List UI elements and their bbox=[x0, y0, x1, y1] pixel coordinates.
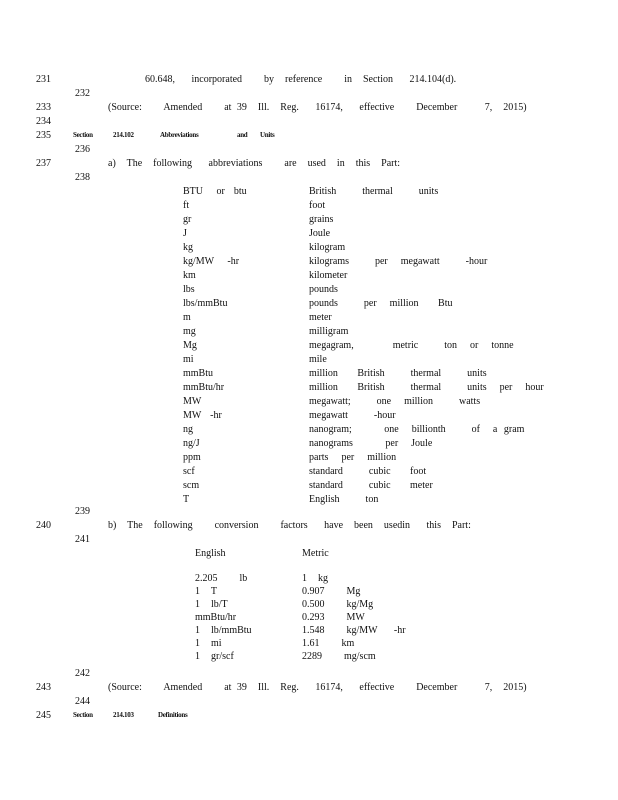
line-number: 231 bbox=[36, 74, 51, 85]
abbreviation-definition: million British thermal units bbox=[309, 368, 487, 379]
line-number: 232 bbox=[75, 88, 90, 99]
conversion-english: 1 lb/T bbox=[195, 599, 228, 610]
line-number: 234 bbox=[36, 116, 51, 127]
abbreviation-term: ppm bbox=[183, 452, 201, 463]
abbreviation-term: MW -hr bbox=[183, 410, 222, 421]
line-number: 238 bbox=[75, 172, 90, 183]
abbreviation-term: scm bbox=[183, 480, 200, 491]
abbreviation-term: BTU or btu bbox=[183, 186, 247, 197]
abbreviation-term: scf bbox=[183, 466, 195, 477]
line-number: 237 bbox=[36, 158, 51, 169]
abbreviation-definition: Joule bbox=[309, 228, 331, 239]
section-number: 214.103 bbox=[113, 711, 134, 719]
abbreviation-definition: pounds bbox=[309, 284, 338, 295]
abbreviation-definition: foot bbox=[309, 200, 326, 211]
abbreviation-definition: kilometer bbox=[309, 270, 348, 281]
line-number: 240 bbox=[36, 520, 51, 531]
conversion-english: 1 gr/scf bbox=[195, 651, 234, 662]
conversion-metric: 0.293 MW bbox=[302, 612, 365, 623]
abbreviation-definition: standard cubic meter bbox=[309, 480, 433, 491]
conversion-metric: 0.907 Mg bbox=[302, 586, 361, 597]
abbreviation-definition: kilogram bbox=[309, 242, 346, 253]
abbreviation-term: lbs/mmBtu bbox=[183, 298, 228, 309]
section-title: Definitions bbox=[158, 711, 188, 719]
conversion-english: 2.205 lb bbox=[195, 573, 248, 584]
abbreviation-term: gr bbox=[183, 214, 192, 225]
abbreviation-term: ng bbox=[183, 424, 193, 435]
abbreviation-term: mmBtu bbox=[183, 368, 214, 379]
section-title: Abbreviations bbox=[160, 131, 199, 139]
abbreviation-definition: standard cubic foot bbox=[309, 466, 427, 477]
abbreviation-definition: nanograms per Joule bbox=[309, 438, 433, 449]
abbreviation-term: mg bbox=[183, 326, 196, 337]
abbreviation-definition: milligram bbox=[309, 326, 349, 337]
conversion-header-english: English bbox=[195, 548, 226, 559]
conversion-intro: b) The following conversion factors have been usedin this Part: bbox=[108, 520, 471, 531]
line-number: 242 bbox=[75, 668, 90, 679]
section-label: Section bbox=[73, 131, 93, 139]
abbreviation-definition: megawatt -hour bbox=[309, 410, 396, 421]
abbreviation-definition: nanogram; one billionth of a gram bbox=[309, 424, 525, 435]
abbreviation-definition: megawatt; one million watts bbox=[309, 396, 481, 407]
section-number: 214.102 bbox=[113, 131, 134, 139]
abbreviation-definition: grains bbox=[309, 214, 334, 225]
conversion-metric: 1 kg bbox=[302, 573, 328, 584]
line-number: 236 bbox=[75, 144, 90, 155]
abbreviation-term: MW bbox=[183, 396, 202, 407]
abbreviation-definition: parts per million bbox=[309, 452, 397, 463]
line-number: 233 bbox=[36, 102, 51, 113]
abbreviation-definition: kilograms per megawatt -hour bbox=[309, 256, 488, 267]
conversion-english: 1 mi bbox=[195, 638, 222, 649]
abbreviation-term: kg/MW -hr bbox=[183, 256, 240, 267]
source-note: (Source: Amended at 39 Ill. Reg. 16174, effective December 7, 2015) bbox=[108, 682, 527, 693]
conversion-english: 1 lb/mmBtu bbox=[195, 625, 252, 636]
abbreviation-term: mi bbox=[183, 354, 194, 365]
conversion-header-metric: Metric bbox=[302, 548, 329, 559]
abbreviation-term: ft bbox=[183, 200, 190, 211]
conversion-metric: 1.61 km bbox=[302, 638, 355, 649]
source-note: (Source: Amended at 39 Ill. Reg. 16174, effective December 7, 2015) bbox=[108, 102, 527, 113]
abbreviation-term: lbs bbox=[183, 284, 195, 295]
abbreviation-definition: mile bbox=[309, 354, 327, 365]
abbreviation-term: m bbox=[183, 312, 191, 323]
line-number: 241 bbox=[75, 534, 90, 545]
abbreviation-term: km bbox=[183, 270, 196, 281]
abbreviation-term: T bbox=[183, 494, 190, 505]
conversion-metric: 2289 mg/scm bbox=[302, 651, 376, 662]
abbreviation-definition: megagram, metric ton or tonne bbox=[309, 340, 514, 351]
abbreviation-definition: British thermal units bbox=[309, 186, 439, 197]
abbreviation-definition: pounds per million Btu bbox=[309, 298, 453, 309]
abbreviation-term: mmBtu/hr bbox=[183, 382, 225, 393]
abbreviation-definition: meter bbox=[309, 312, 332, 323]
line-number: 239 bbox=[75, 506, 90, 517]
conversion-metric: 0.500 kg/Mg bbox=[302, 599, 374, 610]
abbreviation-definition: million British thermal units per hour bbox=[309, 382, 544, 393]
section-title-and: and bbox=[237, 131, 248, 139]
line-number: 243 bbox=[36, 682, 51, 693]
abbreviation-term: ng/J bbox=[183, 438, 200, 449]
abbreviation-definition: English ton bbox=[309, 494, 379, 505]
section-label: Section bbox=[73, 711, 93, 719]
line-number: 244 bbox=[75, 696, 90, 707]
abbreviation-term: J bbox=[183, 228, 187, 239]
abbreviation-term: Mg bbox=[183, 340, 197, 351]
section-title-units: Units bbox=[260, 131, 275, 139]
abbreviation-term: kg bbox=[183, 242, 193, 253]
line-number: 245 bbox=[36, 710, 51, 721]
abbreviations-intro: a) The following abbreviations are used in this Part: bbox=[108, 158, 401, 169]
conversion-english: mmBtu/hr bbox=[195, 612, 237, 623]
line-number: 235 bbox=[36, 130, 51, 141]
incorporation-text: 60.648, incorporated by reference in Section 214.104(d). bbox=[145, 74, 457, 85]
conversion-english: 1 T bbox=[195, 586, 217, 597]
conversion-metric: 1.548 kg/MW -hr bbox=[302, 625, 406, 636]
